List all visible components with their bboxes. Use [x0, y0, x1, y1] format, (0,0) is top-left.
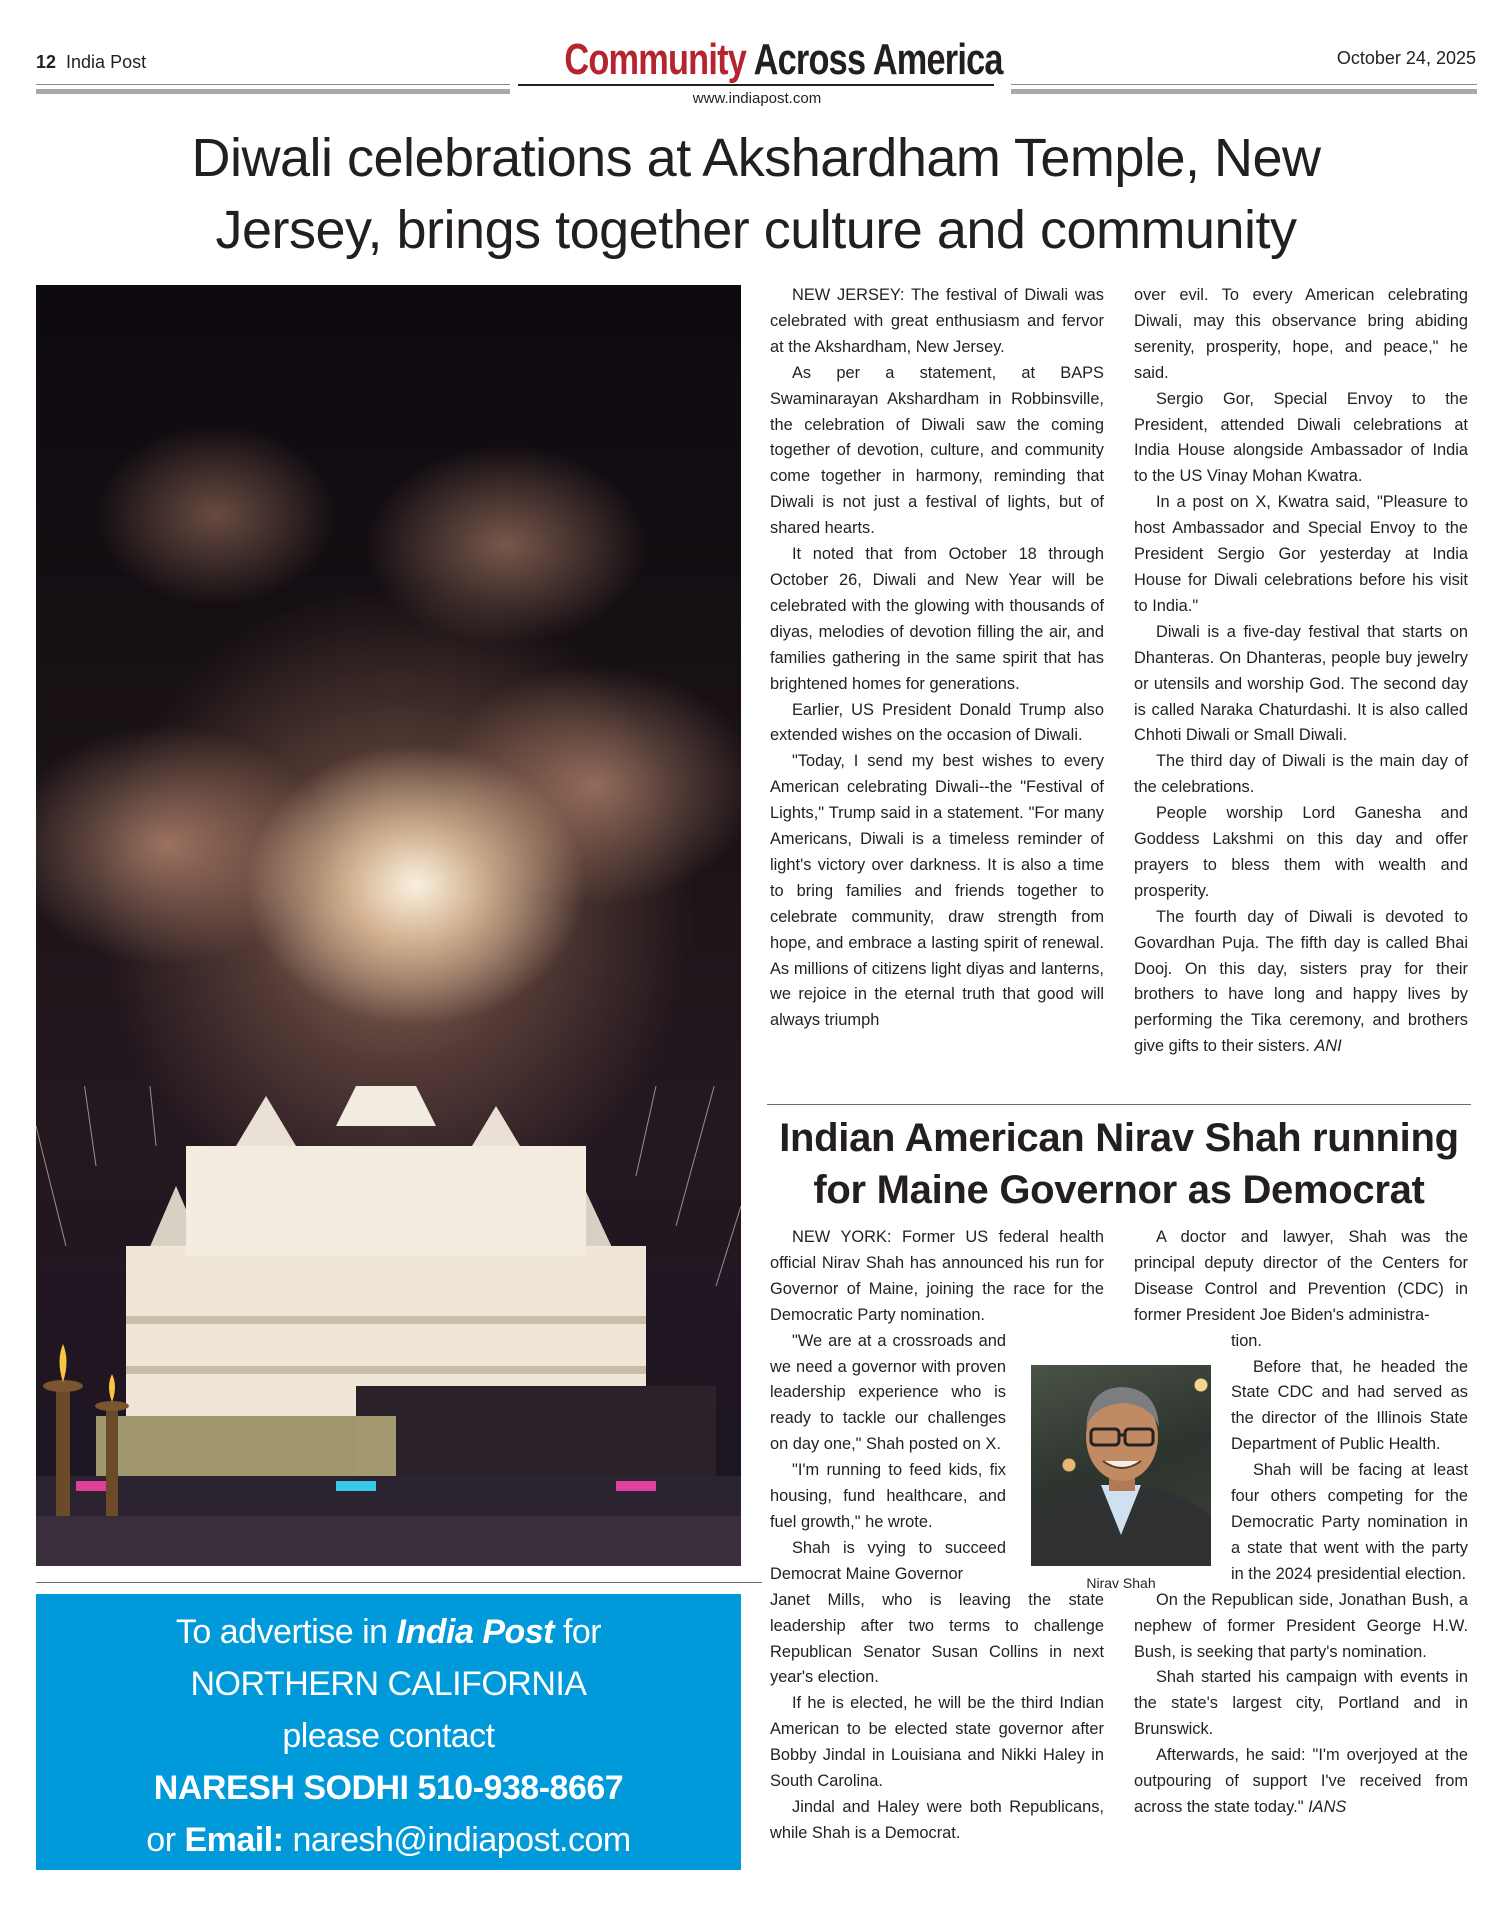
article2-headline-line1: Indian American Nirav Shah running — [779, 1116, 1459, 1160]
right-thin-rule — [1011, 84, 1477, 85]
article1-column1 — [770, 283, 1104, 1034]
article2-headline-line2: for Maine Governor as Democrat — [813, 1168, 1425, 1212]
diwali-fireworks-photo — [36, 285, 741, 1566]
ad-divider — [36, 1582, 762, 1583]
article2-paragraph: If he is elected, he will be the third Indian American to be elected state governor after Bobby Jindal in Louisiana and Nikki Haley in South Carolina. — [770, 1694, 1104, 1791]
article1-paragraph: People worship Lord Ganesha and Goddess Lakshmi on this day and offer prayers to bless them with wealth and prosperity. — [1134, 804, 1468, 900]
left-thick-rule — [36, 89, 510, 94]
article-divider — [767, 1104, 1471, 1105]
article2-paragraph: Shah started his campaign with events in the state's largest city, Portland and in Brunswick. — [1134, 1668, 1468, 1739]
article1-paragraph: Sergio Gor, Special Envoy to the President, attended Diwali celebrations at India House alongside Ambassador of India to the US Vinay Mohan Kwatra. — [1134, 389, 1468, 486]
article2-paragraph: Shah is vying to succeed Democrat Maine Governor — [770, 1538, 1006, 1583]
article1-paragraph: "Today, I send my best wishes to every American celebrating Diwali--the "Festival of Lights," Trump said in a statement. "For many Americans, Diwali is a timeless reminder of light's victory over darkness. It is also a time to bring families and friends together to celebrate community, draw strength from hope, and embrace a lasting spirit of renewal. As millions of citizens light diyas and lanterns, we rejoice in the eternal truth that good will always triumph — [770, 752, 1104, 1030]
advertisement-banner[interactable] — [36, 1594, 741, 1870]
left-thin-rule — [36, 84, 510, 85]
ad-email-link[interactable]: naresh@indiapost.com — [283, 1821, 631, 1859]
article2-paragraph-continued: Janet Mills, who is leaving the state leadership after two terms to challenge Republican Senator Susan Collins in next year's election. — [770, 1590, 1104, 1687]
article1-paragraph: As per a statement, at BAPS Swaminarayan Akshardham in Robbinsville, the celebration of Diwali saw the coming together of devotion, culture, and community come together in harmony, reminding that Diwali is not just a festival of lights, but of shared hearts. — [770, 363, 1104, 538]
photo-caption: Nirav Shah — [1086, 1575, 1156, 1591]
ad-line-5 — [36, 1814, 741, 1866]
article2-paragraph: Shah will be facing at least four others competing for the Democratic Party nomination in a state that went with the party in the 2024 presidential election. — [1231, 1461, 1468, 1583]
article2-paragraph: "We are at a crossroads and we need a governor with proven leadership experience who is ready to tackle our challenges on day one," Shah posted on X. — [770, 1331, 1006, 1454]
article1-paragraph: In a post on X, Kwatra said, "Pleasure to host Ambassador and Special Envoy to the President Sergio Gor yesterday at India House for Diwali celebrations before his visit to India." — [1134, 493, 1468, 615]
article2-paragraph: A doctor and lawyer, Shah was the principal deputy director of the Centers for Disease Control and Prevention (CDC) in former President Joe Biden's administra- — [1134, 1228, 1468, 1324]
article1-headline — [40, 122, 1472, 266]
article1-column2 — [1134, 283, 1468, 1060]
ad-brand: India Post — [396, 1613, 554, 1651]
article1-last-text: The fourth day of Diwali is devoted to Govardhan Puja. The fifth day is called Bhai Dooj. On this day, sisters pray for their brothers to have long and happy lives by performing the Tika ceremony, and brothers give gifts to their sisters. — [1134, 907, 1468, 1056]
nirav-shah-photo — [1031, 1365, 1211, 1566]
temple-illustration — [36, 1086, 741, 1566]
section-logo-community: Community — [564, 35, 747, 84]
article2-credit: IANS — [1308, 1797, 1347, 1816]
article1-paragraph: The third day of Diwali is the main day of the celebrations. — [1134, 752, 1468, 797]
website-url[interactable]: www.indiapost.com — [692, 90, 822, 107]
article1-paragraph: NEW JERSEY: The festival of Diwali was celebrated with great enthusiasm and fervor at the Akshardham, New Jersey. — [770, 286, 1104, 356]
ad-line-3: please contact — [282, 1717, 495, 1755]
ad-email-label: Email: — [184, 1821, 284, 1859]
article1-last-paragraph — [1134, 905, 1468, 1060]
ad-line-2: NORTHERN CALIFORNIA — [190, 1665, 587, 1703]
article1-paragraph: It noted that from October 18 through October 26, Diwali and New Year will be celebrated with the glowing with thousands of diyas, melodies of devotion filling the air, and families gathering in the same spirit that has brightened homes for generations. — [770, 545, 1104, 693]
article2-paragraph: Before that, he headed the State CDC and had served as the director of the Illinois State Department of Public Health. — [1231, 1357, 1468, 1454]
article2-paragraph: Jindal and Haley were both Republicans, while Shah is a Democrat. — [770, 1797, 1104, 1842]
article2-paragraph: "I'm running to feed kids, fix housing, fund healthcare, and fuel growth," he wrote. — [770, 1461, 1006, 1531]
masthead — [0, 0, 1512, 110]
logo-underline — [518, 84, 994, 86]
ad-text: for — [554, 1613, 602, 1651]
article2-last-text: Afterwards, he said: "I'm overjoyed at the outpouring of support I've received from across the state today." — [1134, 1746, 1468, 1816]
article2-wrap-block — [1231, 1329, 1468, 1588]
article2-paragraph: NEW YORK: Former US federal health official Nirav Shah has announced his run for Governor of Maine, joining the race for the Democratic Party nomination. — [770, 1228, 1104, 1324]
ad-line-1 — [36, 1606, 741, 1658]
publication-name: India Post — [66, 52, 147, 72]
article1-credit: ANI — [1314, 1037, 1342, 1056]
article1-paragraph-continued: over evil. To every American celebrating Diwali, may this observance bring abiding serenity, prosperity, hope, and peace," he said. — [1134, 286, 1468, 382]
issue-date: October 24, 2025 — [1336, 48, 1476, 68]
ad-contact-phone[interactable]: NARESH SODHI 510-938-8667 — [153, 1769, 624, 1807]
article2-paragraph-continued: tion. — [1231, 1331, 1262, 1350]
article2-headline — [767, 1112, 1471, 1216]
page-number: 12 — [36, 52, 57, 72]
article2-wrap-block — [770, 1329, 1006, 1588]
section-logo-across-america: Across America — [753, 35, 1003, 84]
ad-text: To advertise in — [175, 1613, 397, 1651]
article1-paragraph: Earlier, US President Donald Trump also extended wishes on the occasion of Diwali. — [770, 700, 1104, 745]
section-logo — [564, 35, 1003, 84]
article2-paragraph: On the Republican side, Jonathan Bush, a nephew of former President George H.W. Bush, is seeking that party's nomination. — [1134, 1590, 1468, 1661]
right-thick-rule — [1011, 89, 1477, 94]
article1-paragraph: Diwali is a five-day festival that starts on Dhanteras. On Dhanteras, people buy jewelry or utensils and worship God. The second day is called Naraka Chaturdashi. It is also called Chhoti Diwali or Small Diwali. — [1134, 622, 1468, 745]
article2-last-paragraph — [1134, 1743, 1468, 1821]
article1-headline-line1: Diwali celebrations at Akshardham Temple, New — [191, 128, 1321, 188]
ad-text: or — [146, 1821, 185, 1859]
page-folio — [36, 52, 146, 73]
article1-headline-line2: Jersey, brings together culture and community — [215, 200, 1297, 260]
portrait-illustration — [1031, 1365, 1211, 1566]
